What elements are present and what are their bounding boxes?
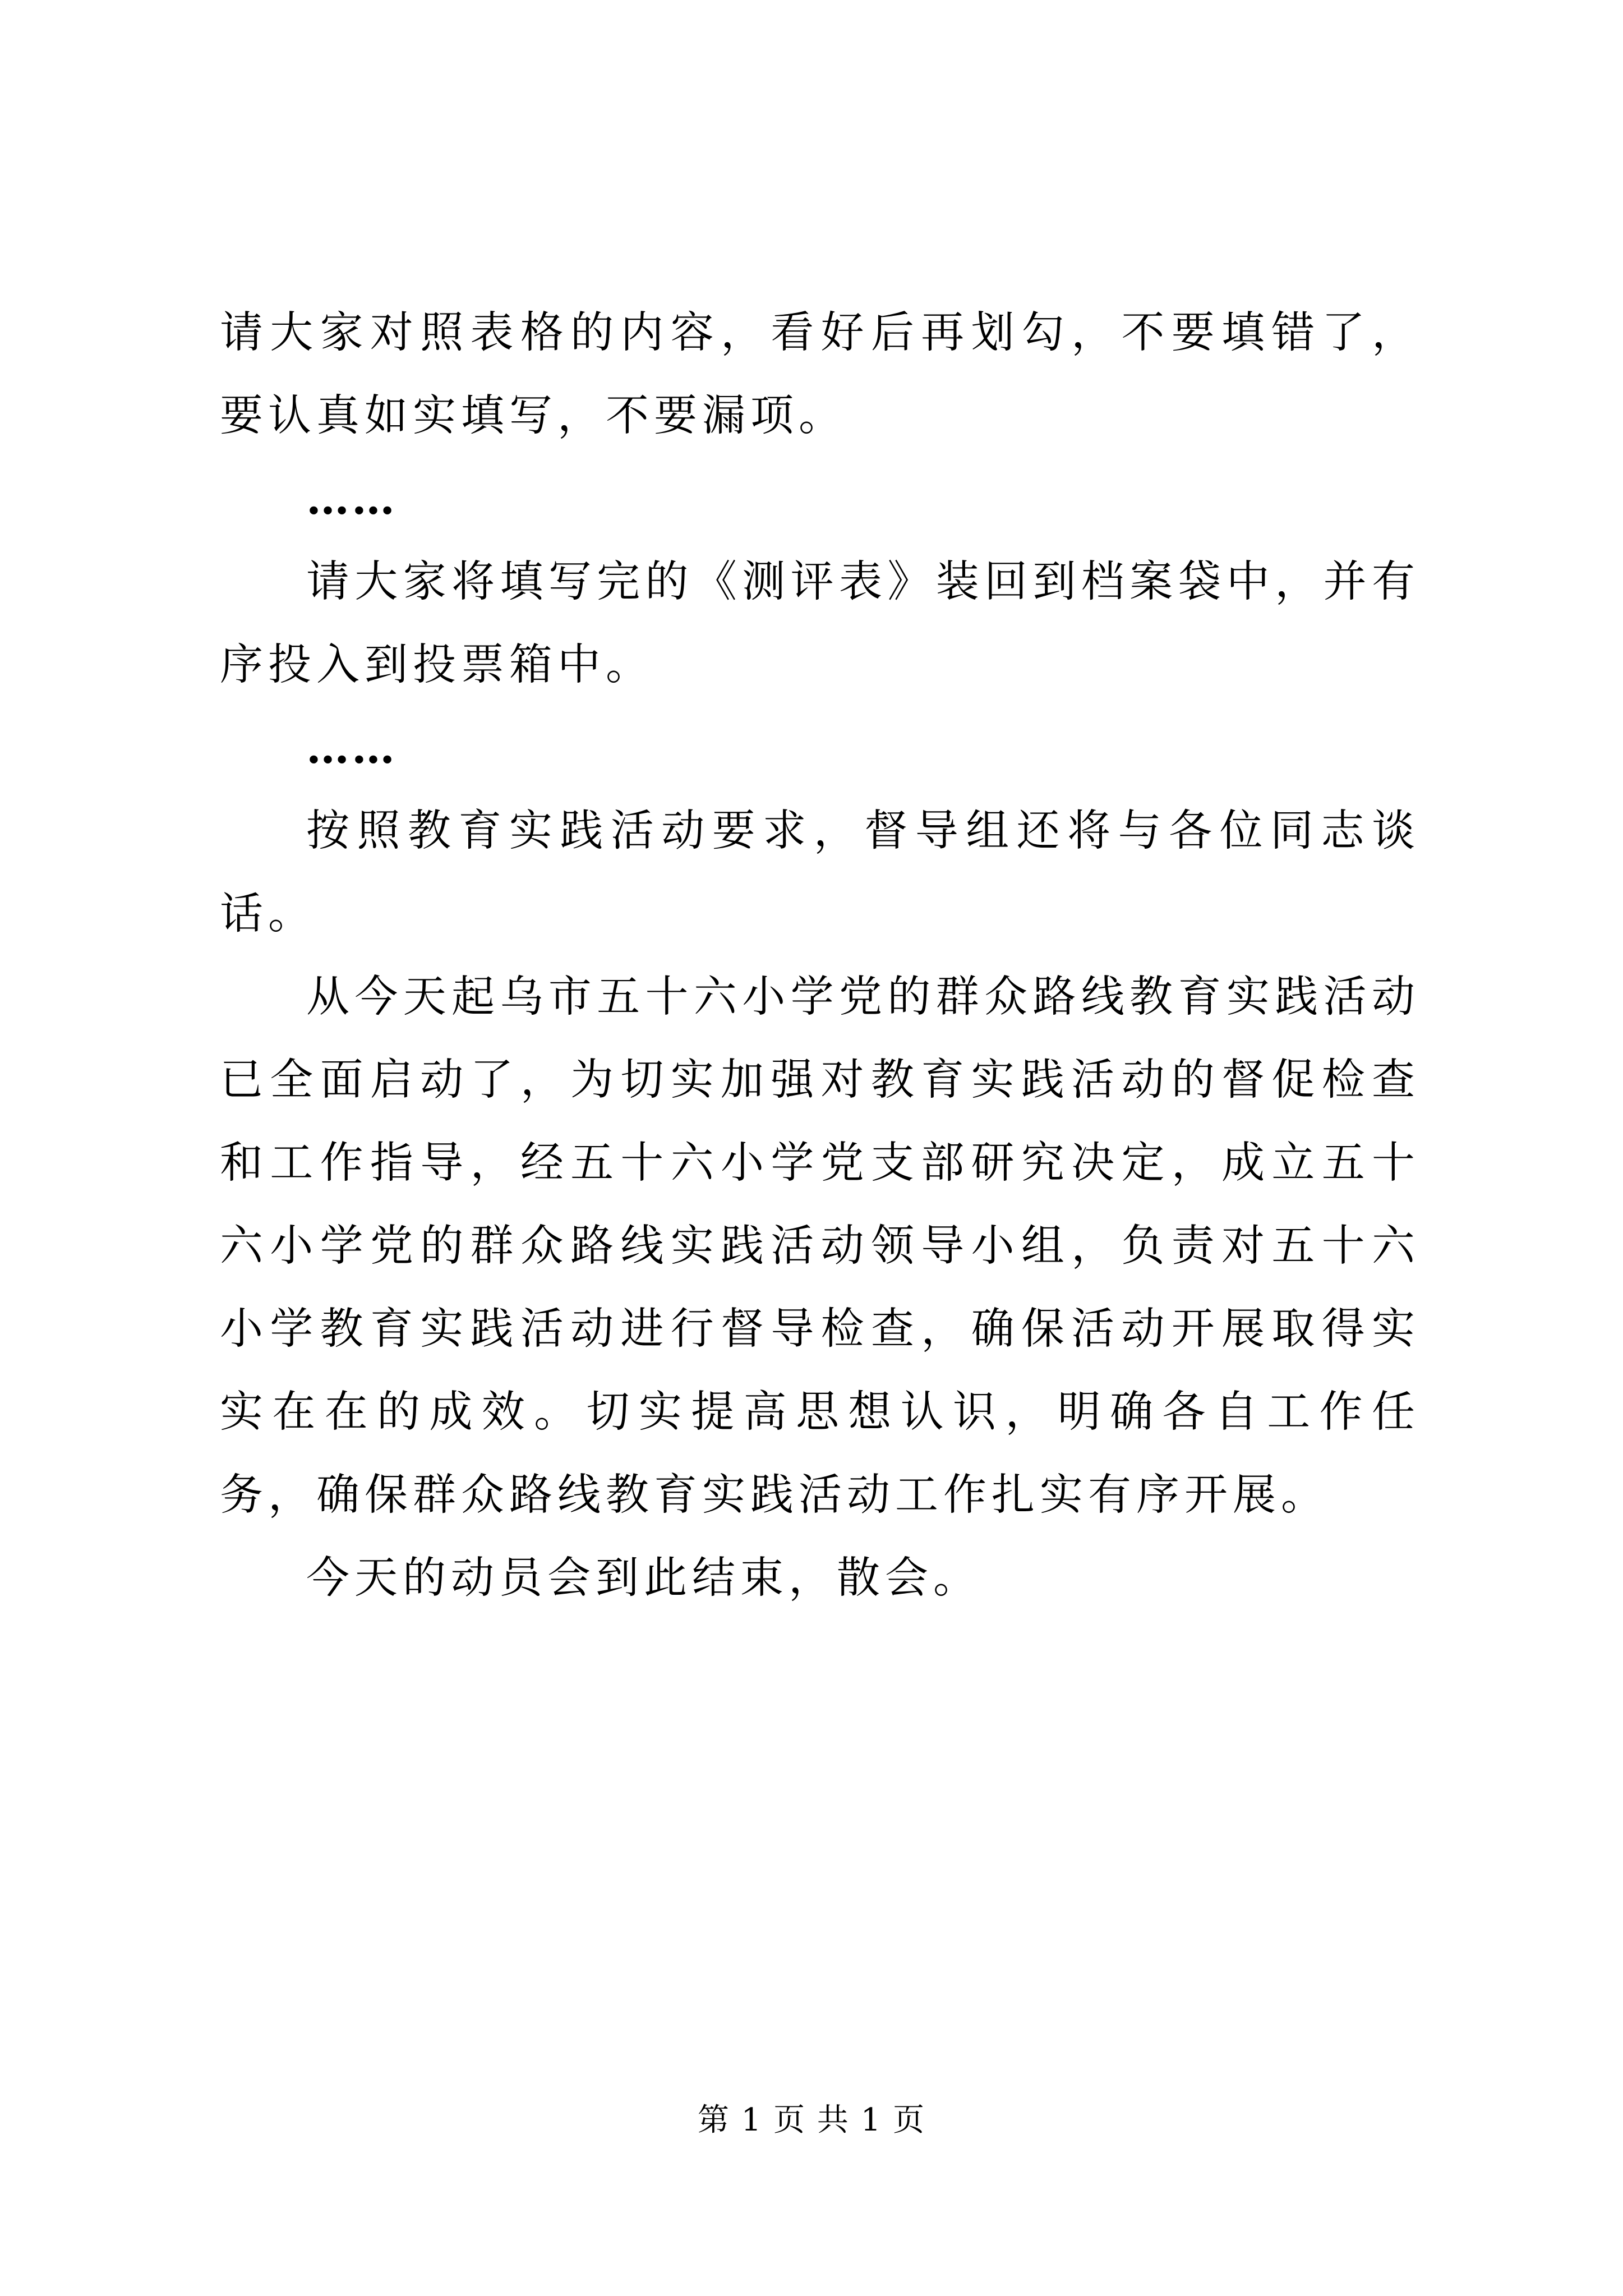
page-number-footer: 第 1 页 共 1 页	[697, 2102, 926, 2138]
paragraph-closing: 今天的动员会到此结束，散会。	[306, 1553, 981, 1603]
ellipsis-marker: ……	[306, 474, 397, 524]
ellipsis-marker: ……	[306, 723, 397, 774]
paragraph-activity-launch: 从今天起乌市五十六小学党的群众路线教育实践活动已全面启动了，为切实加强对教育实践活动的督促检查和工作指导，经五十六小学党支部研究决定，成立五十六小学党的群众路线实践活动领导小组，负责对五十六小学教育实践活动进行督导检查，确保活动开展取得实实在在的成效。切实提高思想认识，明确各自工作任务，确保群众路线教育实践活动工作扎实有序开展。	[220, 972, 1420, 1520]
document-body	[220, 292, 1420, 1620]
paragraph-interview-notice: 按照教育实践活动要求，督导组还将与各位同志谈话。	[220, 806, 1420, 939]
paragraph-submit-instructions: 请大家将填写完的《测评表》装回到档案袋中，并有序投入到投票箱中。	[220, 557, 1420, 690]
paragraph-fill-instructions: 请大家对照表格的内容，看好后再划勾，不要填错了，要认真如实填写，不要漏项。	[220, 308, 1420, 441]
